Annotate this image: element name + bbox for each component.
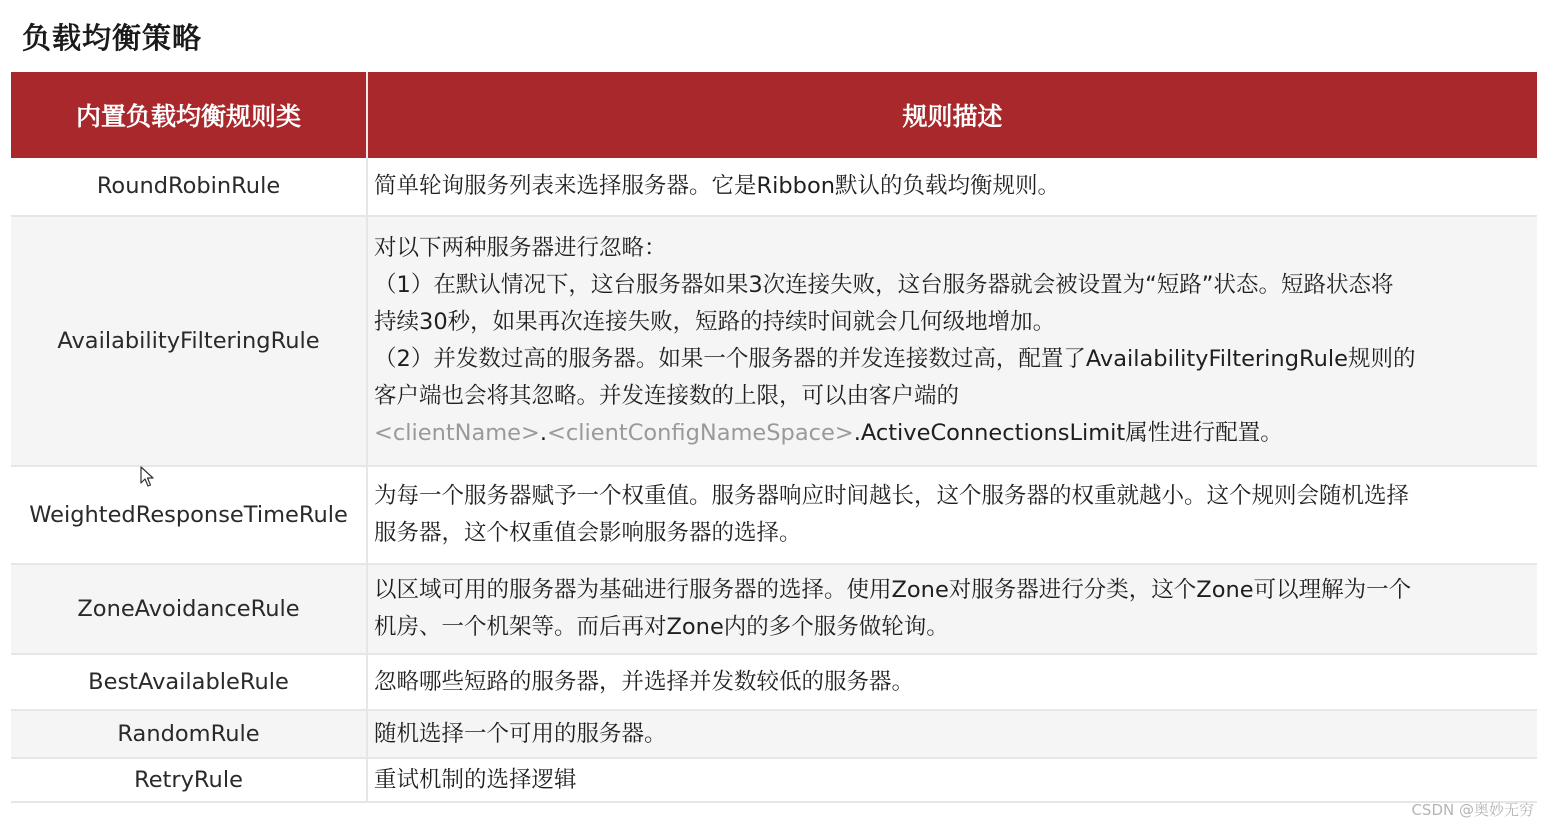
column-header-rule-class: 内置负载均衡规则类	[11, 72, 367, 158]
rule-name: RandomRule	[11, 710, 367, 758]
description-line: 重试机制的选择逻辑	[374, 766, 577, 793]
table-row	[11, 710, 1537, 758]
rule-description	[367, 758, 1537, 802]
description-line: 客户端也会将其忽略。并发连接数的上限，可以由客户端的	[374, 383, 960, 409]
description-line: 为每一个服务器赋予一个权重值。服务器响应时间越长，这个服务器的权重就越小。这个规则会随机选择	[374, 483, 1410, 509]
rule-description	[367, 710, 1537, 758]
description-line: （2）并发数过高的服务器。如果一个服务器的并发连接数过高，配置了AvailabilityFilteringRule规则的	[374, 346, 1416, 372]
rule-name: ZoneAvoidanceRule	[11, 564, 367, 654]
description-line: 对以下两种服务器进行忽略：	[374, 235, 667, 261]
config-key-line	[374, 415, 1531, 452]
table-row	[11, 158, 1537, 216]
page-title: 负载均衡策略	[22, 21, 203, 55]
table-row	[11, 758, 1537, 802]
description-line: （1）在默认情况下，这台服务器如果3次连接失败，这台服务器就会被设置为“短路”状态。短路状态将	[374, 272, 1394, 298]
rule-name: BestAvailableRule	[11, 654, 367, 710]
watermark: CSDN @奥妙无穷	[1411, 801, 1534, 819]
rule-description	[367, 466, 1537, 564]
description-line: 服务器，这个权重值会影响服务器的选择。	[374, 520, 802, 546]
description-line: 随机选择一个可用的服务器。	[374, 720, 667, 747]
rule-description	[367, 564, 1537, 654]
description-line: 持续30秒，如果再次连接失败，短路的持续时间就会几何级地增加。	[374, 309, 1056, 335]
rule-description	[367, 158, 1537, 216]
table-row	[11, 654, 1537, 710]
table-row	[11, 466, 1537, 564]
rule-name: RetryRule	[11, 758, 367, 802]
config-separator: .	[539, 420, 548, 446]
rule-name: RoundRobinRule	[11, 158, 367, 216]
table-row	[11, 216, 1537, 466]
description-line: 忽略哪些短路的服务器，并选择并发数较低的服务器。	[374, 668, 915, 695]
description-line: 以区域可用的服务器为基础进行服务器的选择。使用Zone对服务器进行分类，这个Zone可以理解为一个	[374, 577, 1412, 603]
rules-table	[11, 72, 1537, 803]
rule-name: AvailabilityFilteringRule	[11, 216, 367, 466]
table-header-row	[11, 72, 1537, 158]
rule-description	[367, 216, 1537, 466]
mouse-cursor-icon	[140, 466, 156, 488]
rule-description	[367, 654, 1537, 710]
rule-name: WeightedResponseTimeRule	[11, 466, 367, 564]
column-header-rule-description: 规则描述	[367, 72, 1537, 158]
description-line: 机房、一个机架等。而后再对Zone内的多个服务做轮询。	[374, 614, 949, 640]
description-line: 简单轮询服务列表来选择服务器。它是Ribbon默认的负载均衡规则。	[374, 173, 1060, 199]
client-name-placeholder: <clientName>	[374, 420, 540, 446]
config-property-suffix: .ActiveConnectionsLimit属性进行配置。	[853, 420, 1283, 446]
table-row	[11, 564, 1537, 654]
client-config-namespace-placeholder: <clientConfigNameSpace>	[547, 420, 854, 446]
